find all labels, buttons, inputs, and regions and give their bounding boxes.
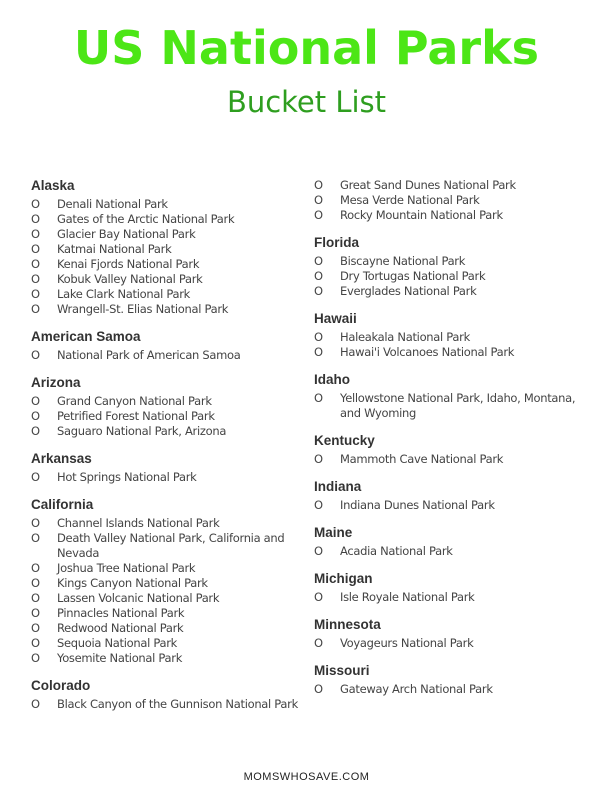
park-list-item: [314, 544, 584, 559]
park-name: Wrangell-St. Elias National Park: [57, 302, 229, 316]
checkbox-circle-icon[interactable]: O: [314, 590, 324, 604]
park-name: Biscayne National Park: [340, 254, 466, 268]
checkbox-circle-icon[interactable]: O: [31, 227, 41, 241]
state-heading: American Samoa: [31, 329, 141, 344]
park-list-item: [314, 178, 584, 193]
checkbox-circle-icon[interactable]: O: [314, 193, 324, 207]
park-name: Death Valley National Park, California and Nevada: [57, 531, 285, 560]
park-name: Denali National Park: [57, 197, 168, 211]
park-name: Saguaro National Park, Arizona: [57, 424, 227, 438]
state-section-michigan: [314, 571, 584, 605]
park-name: Petrified Forest National Park: [57, 409, 215, 423]
checkbox-circle-icon[interactable]: O: [314, 330, 324, 344]
checkbox-circle-icon[interactable]: O: [31, 302, 41, 316]
state-heading: Michigan: [314, 571, 373, 586]
state-section-minnesota: [314, 617, 584, 651]
park-name: Joshua Tree National Park: [57, 561, 196, 575]
state-heading: Alaska: [31, 178, 75, 193]
checkbox-circle-icon[interactable]: O: [31, 424, 41, 438]
park-name: Kenai Fjords National Park: [57, 257, 200, 271]
park-name: Dry Tortugas National Park: [340, 269, 486, 283]
checkbox-circle-icon[interactable]: O: [31, 697, 41, 711]
park-list-item: [314, 254, 584, 269]
park-list-item: [31, 302, 301, 317]
park-list-item: [31, 606, 301, 621]
park-name: Haleakala National Park: [340, 330, 470, 344]
park-list-item: [31, 621, 301, 636]
page-title: US National Parks: [73, 21, 540, 75]
state-heading: Missouri: [314, 663, 370, 678]
checkbox-circle-icon[interactable]: O: [31, 621, 41, 635]
park-name: Pinnacles National Park: [57, 606, 185, 620]
footer-site: MOMSWHOSAVE.COM: [243, 771, 370, 783]
park-list-item: [31, 591, 301, 606]
park-list-item: [31, 516, 301, 531]
park-list-item: [31, 197, 301, 212]
park-list-item: [314, 498, 584, 513]
checkbox-circle-icon[interactable]: O: [31, 591, 41, 605]
checkbox-circle-icon[interactable]: O: [31, 561, 41, 575]
checkbox-circle-icon[interactable]: O: [31, 212, 41, 226]
checkbox-circle-icon[interactable]: O: [314, 254, 324, 268]
park-name: Hawai'i Volcanoes National Park: [340, 345, 515, 359]
state-heading: Arkansas: [31, 451, 92, 466]
park-list-item: [31, 651, 301, 666]
park-name: Great Sand Dunes National Park: [340, 178, 516, 192]
park-list-item: [31, 561, 301, 576]
state-heading: Maine: [314, 525, 353, 540]
park-list-item: [31, 424, 301, 439]
left-column: [31, 178, 301, 724]
state-heading: California: [31, 497, 94, 512]
checkbox-circle-icon[interactable]: O: [314, 208, 324, 222]
park-name: Lake Clark National Park: [57, 287, 190, 301]
state-section-hawaii: [314, 311, 584, 360]
park-list-item: [314, 284, 584, 299]
checkbox-circle-icon[interactable]: O: [314, 269, 324, 283]
park-list-item: [31, 409, 301, 424]
checkbox-circle-icon[interactable]: O: [314, 391, 324, 405]
checkbox-circle-icon[interactable]: O: [31, 242, 41, 256]
state-heading: Minnesota: [314, 617, 381, 632]
state-heading: Hawaii: [314, 311, 357, 326]
park-list-item: [31, 242, 301, 257]
state-heading: Idaho: [314, 372, 350, 387]
park-name: Glacier Bay National Park: [57, 227, 196, 241]
park-list-item: [314, 269, 584, 284]
park-name: Voyageurs National Park: [340, 636, 474, 650]
park-list-item: [31, 697, 301, 712]
park-name: Lassen Volcanic National Park: [57, 591, 220, 605]
park-list-item: [31, 287, 301, 302]
state-heading: Kentucky: [314, 433, 375, 448]
checkbox-circle-icon[interactable]: O: [314, 345, 324, 359]
park-name: Sequoia National Park: [57, 636, 178, 650]
park-name: National Park of American Samoa: [57, 348, 241, 362]
checkbox-circle-icon[interactable]: O: [314, 544, 324, 558]
checkbox-circle-icon[interactable]: O: [31, 576, 41, 590]
state-section-arizona: [31, 375, 301, 439]
park-name: Redwood National Park: [57, 621, 184, 635]
park-name: Hot Springs National Park: [57, 470, 197, 484]
park-list-item: [314, 590, 584, 605]
checkbox-circle-icon[interactable]: O: [31, 348, 41, 362]
checkbox-circle-icon[interactable]: O: [31, 470, 41, 484]
state-section-continued: [314, 178, 584, 223]
state-section-alaska: [31, 178, 301, 317]
park-list-item: [31, 257, 301, 272]
checkbox-circle-icon[interactable]: O: [31, 531, 41, 545]
park-name: Mesa Verde National Park: [340, 193, 480, 207]
park-name: Grand Canyon National Park: [57, 394, 212, 408]
park-list-item: [314, 330, 584, 345]
park-name: Gates of the Arctic National Park: [57, 212, 235, 226]
state-section-american-samoa: [31, 329, 301, 363]
park-name: Indiana Dunes National Park: [340, 498, 495, 512]
checkbox-circle-icon[interactable]: O: [31, 257, 41, 271]
page-subtitle: Bucket List: [226, 85, 387, 119]
checkbox-circle-icon[interactable]: O: [31, 409, 41, 423]
park-list-item: [314, 345, 584, 360]
park-name: Kings Canyon National Park: [57, 576, 208, 590]
park-list-item: [31, 212, 301, 227]
checkbox-circle-icon[interactable]: O: [31, 272, 41, 286]
park-list-item: [31, 636, 301, 651]
park-name: Channel Islands National Park: [57, 516, 220, 530]
state-section-missouri: [314, 663, 584, 697]
checkbox-circle-icon[interactable]: O: [314, 178, 324, 192]
state-heading: Arizona: [31, 375, 81, 390]
state-section-california: [31, 497, 301, 666]
park-list-item: [31, 227, 301, 242]
park-name: Acadia National Park: [340, 544, 453, 558]
state-heading: Indiana: [314, 479, 362, 494]
park-list-item: [314, 636, 584, 651]
checkbox-circle-icon[interactable]: O: [31, 606, 41, 620]
state-section-maine: [314, 525, 584, 559]
checkbox-circle-icon[interactable]: O: [314, 498, 324, 512]
right-column: [314, 178, 584, 709]
state-heading: Florida: [314, 235, 360, 250]
park-list-item: [31, 394, 301, 409]
park-list-item: [31, 272, 301, 287]
park-name: Everglades National Park: [340, 284, 477, 298]
park-name: Kobuk Valley National Park: [57, 272, 203, 286]
park-name: Black Canyon of the Gunnison National Park: [57, 697, 298, 711]
checkbox-circle-icon[interactable]: O: [314, 452, 324, 466]
checkbox-circle-icon[interactable]: O: [314, 284, 324, 298]
park-name: Katmai National Park: [57, 242, 172, 256]
park-list-item: [314, 682, 584, 697]
checkbox-circle-icon[interactable]: O: [314, 636, 324, 650]
park-name: Rocky Mountain National Park: [340, 208, 503, 222]
checkbox-circle-icon[interactable]: O: [31, 651, 41, 665]
state-heading: Colorado: [31, 678, 91, 693]
park-list-item: [31, 348, 301, 363]
checkbox-circle-icon[interactable]: O: [31, 197, 41, 211]
park-list-item: [314, 208, 584, 223]
state-section-kentucky: [314, 433, 584, 467]
state-section-arkansas: [31, 451, 301, 485]
park-list-item: [31, 470, 301, 485]
park-name: Yosemite National Park: [57, 651, 183, 665]
state-section-idaho: [314, 372, 584, 421]
park-name: Gateway Arch National Park: [340, 682, 493, 696]
park-name: Mammoth Cave National Park: [340, 452, 504, 466]
checkbox-circle-icon[interactable]: O: [314, 682, 324, 696]
state-section-indiana: [314, 479, 584, 513]
park-name: Yellowstone National Park, Idaho, Montana, and Wyoming: [340, 391, 576, 420]
checkbox-circle-icon[interactable]: O: [31, 287, 41, 301]
park-list-item: [314, 193, 584, 208]
checkbox-circle-icon[interactable]: O: [31, 394, 41, 408]
checkbox-circle-icon[interactable]: O: [31, 516, 41, 530]
checkbox-circle-icon[interactable]: O: [31, 636, 41, 650]
park-list-item: [31, 531, 301, 561]
park-list-item: [314, 452, 584, 467]
park-list-item: [314, 391, 584, 421]
state-section-colorado: [31, 678, 301, 712]
state-section-florida: [314, 235, 584, 299]
park-name: Isle Royale National Park: [340, 590, 475, 604]
park-list-item: [31, 576, 301, 591]
